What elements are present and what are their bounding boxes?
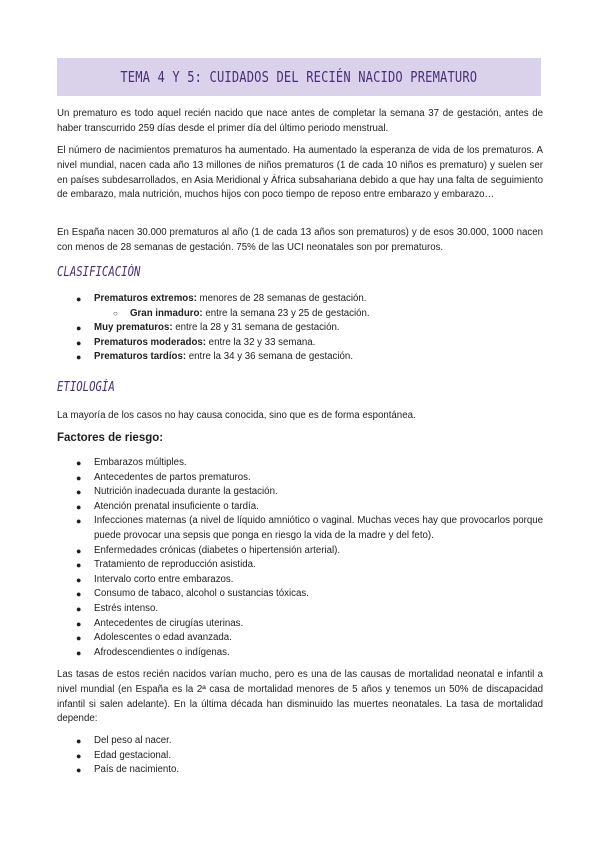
term: Prematuros tardíos:	[94, 351, 187, 363]
clasificacion-list	[57, 292, 543, 365]
list-item: ● Antecedentes de cirugías uterinas.	[57, 617, 543, 632]
list-item: ● Adolescentes o edad avanzada.	[57, 631, 543, 646]
bullet-icon: ●	[76, 750, 82, 761]
bullet-icon: ●	[76, 501, 82, 512]
list-item: ● Embarazos múltiples.	[57, 456, 543, 471]
bullet-icon: ●	[76, 294, 82, 304]
bullet-icon: ●	[76, 574, 82, 585]
list-item: ● Enfermedades crónicas (diabetes o hipertensión arterial).	[57, 544, 543, 559]
factores-list	[57, 456, 543, 660]
heading-etiologia: ETIOLOGÍA	[57, 380, 115, 395]
bullet-icon: ●	[76, 337, 82, 348]
bullet-icon: ●	[76, 603, 82, 614]
bullet-icon: ●	[76, 618, 82, 629]
term-description: entre la 34 y 36 semana de gestación.	[186, 351, 354, 363]
title-banner	[57, 58, 541, 96]
bullet-icon: ●	[76, 472, 82, 483]
bullet-icon: ●	[76, 323, 82, 334]
bullet-icon: ●	[76, 516, 82, 527]
heading-clasificacion: CLASIFICACIÓN	[57, 265, 141, 280]
bullet-icon: ●	[76, 736, 82, 746]
list-item	[57, 321, 543, 336]
list-item: ● Afrodescendientes o indígenas.	[57, 646, 543, 661]
bullet-icon: ●	[76, 458, 82, 468]
bullet-icon: ●	[76, 647, 82, 658]
bullet-icon: ●	[76, 589, 82, 600]
bullet-icon: ●	[76, 633, 82, 644]
list-item	[57, 336, 543, 351]
hollow-bullet-icon: ○	[113, 308, 118, 318]
term-description: menores de 28 semanas de gestación.	[196, 293, 367, 304]
term: Muy prematuros:	[94, 322, 173, 334]
bullet-icon: ●	[76, 352, 82, 363]
list-item: ● Intervalo corto entre embarazos.	[57, 573, 543, 588]
heading-factores-riesgo: Factores de riesgo:	[57, 432, 164, 444]
term: Prematuros extremos:	[94, 293, 197, 304]
list-item	[57, 307, 543, 322]
list-item	[57, 292, 543, 307]
list-item: ● Nutrición inadecuada durante la gestación.	[57, 485, 543, 500]
list-item: ● Consumo de tabaco, alcohol o sustancias tóxicas.	[57, 587, 543, 602]
term-description: entre la semana 23 y 25 de gestación.	[202, 307, 370, 319]
list-item: ● País de nacimiento.	[57, 763, 543, 778]
term: Prematuros moderados:	[94, 336, 206, 348]
term-description: entre la 28 y 31 semana de gestación.	[172, 322, 340, 334]
list-item: ● Edad gestacional.	[57, 749, 543, 764]
list-item: ● Antecedentes de partos prematuros.	[57, 471, 543, 486]
list-item	[57, 350, 543, 365]
list-item: ● Tratamiento de reproducción asistida.	[57, 558, 543, 573]
page-title: TEMA 4 Y 5: CUIDADOS DEL RECIÉN NACIDO PREMATURO	[120, 68, 478, 86]
term: Gran inmaduro:	[130, 307, 203, 319]
intro-paragraph-worldwide: El número de nacimientos prematuros ha aumentado. Ha aumentado la esperanza de vida de los prematuros. A nivel mundial, nacen cada año 13 millones de niños prematuros (1 de cada 10 niños es prematuro) y suelen ser en países subdesarrollados, en Asia Meridional y África subsahariana debido a que hay una falta de seguimiento de embarazo, mala nutrición, muchos hijos con poco tiempo de reposo entre embarazo y embarazo…	[57, 145, 543, 201]
list-item: ● Infecciones maternas (a nivel de líquido amniótico o vaginal. Muchas veces hay que provocarlos porque puede provocar una sepsis que ponga en riesgo la vida de la madre y del feto).	[76, 515, 543, 541]
term-description: entre la 32 y 33 semana.	[205, 336, 316, 348]
etiologia-paragraph: La mayoría de los casos no hay causa conocida, sino que es de forma espontánea.	[57, 410, 416, 421]
bullet-icon: ●	[76, 765, 82, 776]
bullet-icon: ●	[76, 560, 82, 571]
tasas-list	[57, 734, 543, 778]
list-item: ● Atención prenatal insuficiente o tardía.	[57, 500, 543, 515]
intro-paragraph-spain: En España nacen 30.000 prematuros al año (1 de cada 13 años son prematuros) y de esos 30.000, 1000 nacen con menos de 28 semanas de gestación. 75% de las UCI neonatales son por prematuros.	[57, 227, 543, 253]
bullet-icon: ●	[76, 545, 82, 556]
bullet-icon: ●	[76, 487, 82, 498]
intro-paragraph-definition: Un prematuro es todo aquel recién nacido que nace antes de completar la semana 37 de gestación, antes de haber transcurrido 259 días desde el primer día del último periodo menstrual.	[57, 108, 543, 134]
list-item: ● Estrés intenso.	[57, 602, 543, 617]
list-item: ● Del peso al nacer.	[57, 734, 543, 749]
tasas-paragraph: Las tasas de estos recién nacidos varían mucho, pero es una de las causas de mortalidad neonatal e infantil a nivel mundial (en España es la 2ª casa de mortalidad menores de 5 años y tenemos un 50% de discapacidad infantil si salen adelante). En la última década han disminuido las muertes neonatales. La tasa de mortalidad depende:	[57, 669, 543, 725]
